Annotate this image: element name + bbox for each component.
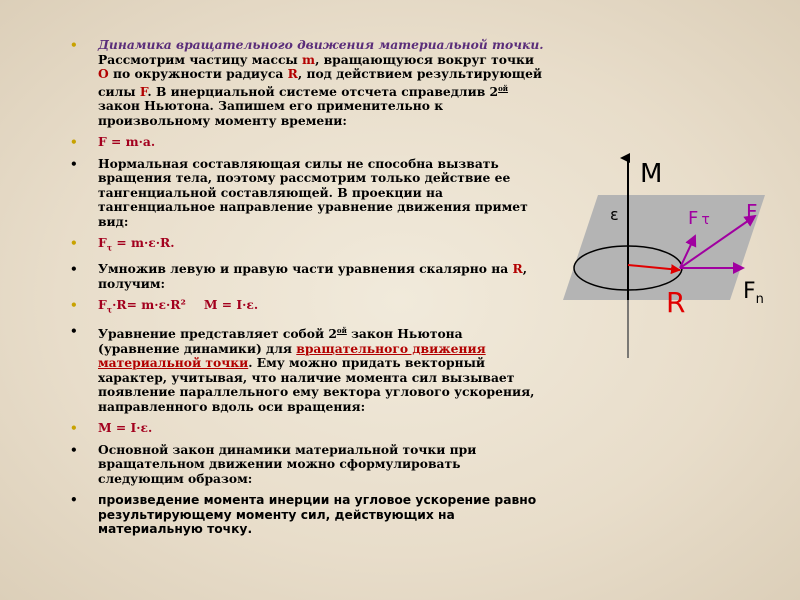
label-force-n [743, 279, 764, 307]
intro-text: , вращающуюся вокруг точки [315, 51, 534, 67]
intro-text: закон Ньютона. Запишем его применительно к произвольному моменту времени: [98, 98, 444, 128]
eq-f: F [98, 297, 107, 313]
superscript: ой [498, 83, 508, 93]
equation-vector: M = I·ε. [98, 420, 153, 436]
bullet-dot: • [70, 236, 78, 251]
bullet-normal [68, 157, 548, 230]
superscript: ой [336, 326, 347, 335]
bullet-eq4 [68, 421, 548, 436]
bullet-dot: • [70, 262, 78, 277]
product-text: произведение момента инерции на угловое ускорение равно результирующему моменту сил, действующих на материальную точку. [98, 493, 537, 537]
law-text: Основной закон динамики материальной точки при вращательном движении можно сформулировать следующим образом: [98, 441, 477, 486]
bullet-eq3 [68, 298, 548, 317]
eq-sub: τ [106, 242, 113, 253]
bullet-dot: • [70, 38, 78, 52]
equation-text: Уравнение представляет собой 2 [98, 326, 337, 342]
intro-text: . В инерциальной системе отсчета справедлив 2 [147, 83, 499, 99]
var-r: R [512, 261, 523, 277]
label-fn-main: F [743, 279, 756, 304]
equation-newton: F = m·a. [98, 134, 156, 150]
var-f: F [139, 83, 148, 99]
rotation-diagram [560, 140, 770, 365]
eq-second: M = I·ε. [203, 297, 259, 313]
bullet-dot: • [70, 493, 78, 508]
intro-text: по окружности радиуса [108, 66, 288, 81]
eq-rest: ·R= m·ε·R² [112, 297, 186, 313]
bullet-eq2 [68, 236, 548, 255]
label-ftau-sub: τ [701, 212, 710, 228]
multiply-text: Умножив левую и правую части уравнения скалярно на [98, 261, 513, 277]
var-r: R [287, 66, 298, 81]
bullet-equation [68, 324, 548, 414]
equation-tangential [98, 235, 175, 253]
bullet-dot: • [70, 135, 78, 150]
link-rotational-motion[interactable]: вращательного движения материальной точки [98, 340, 486, 371]
intro-title: Динамика вращательного движения материальной точки. [98, 37, 544, 52]
intro-text: Рассмотрим частицу массы [98, 51, 303, 67]
eq-f: F [98, 235, 107, 251]
bullet-law [68, 443, 548, 487]
var-o: O [98, 66, 109, 81]
label-force: F [746, 200, 758, 224]
bullet-eq1 [68, 135, 548, 150]
label-moment: M [640, 159, 663, 189]
bullet-dot: • [70, 421, 78, 436]
bullet-intro [68, 38, 548, 128]
bullet-product [68, 493, 548, 537]
bullet-dot: • [70, 324, 78, 338]
equation-moment [98, 297, 259, 315]
label-radius: R [666, 286, 686, 319]
label-fn-sub: n [755, 292, 764, 307]
bullet-dot: • [70, 156, 78, 171]
equation-text: . Ему можно придать векторный характер, учитывая, что наличие момента сил вызывает появление параллельного ему вектора углового ускорения, направленного вдоль оси вращения: [98, 355, 535, 414]
label-ftau-main: F [688, 208, 699, 229]
var-m: m [302, 51, 316, 67]
equation-text: закон Ньютона (уравнение динамики) для [98, 326, 463, 356]
label-epsilon: ε [610, 205, 619, 224]
intro-text: , под действием результирующей силы [98, 66, 543, 99]
eq-rest: = m·ε·R. [112, 235, 175, 251]
eq-sub: τ [106, 304, 113, 315]
bullet-dot: • [70, 298, 78, 313]
bullet-dot: • [70, 442, 78, 457]
normal-text: Нормальная составляющая силы не способна вызвать вращения тела, поэтому рассмотрим только действие ее тангенциальной составляющей. В проекции на тангенциальное направление уравнение движения примет вид: [98, 155, 528, 229]
bullet-list [68, 38, 548, 544]
bullet-multiply [68, 262, 548, 291]
multiply-text: , получим: [98, 261, 528, 291]
